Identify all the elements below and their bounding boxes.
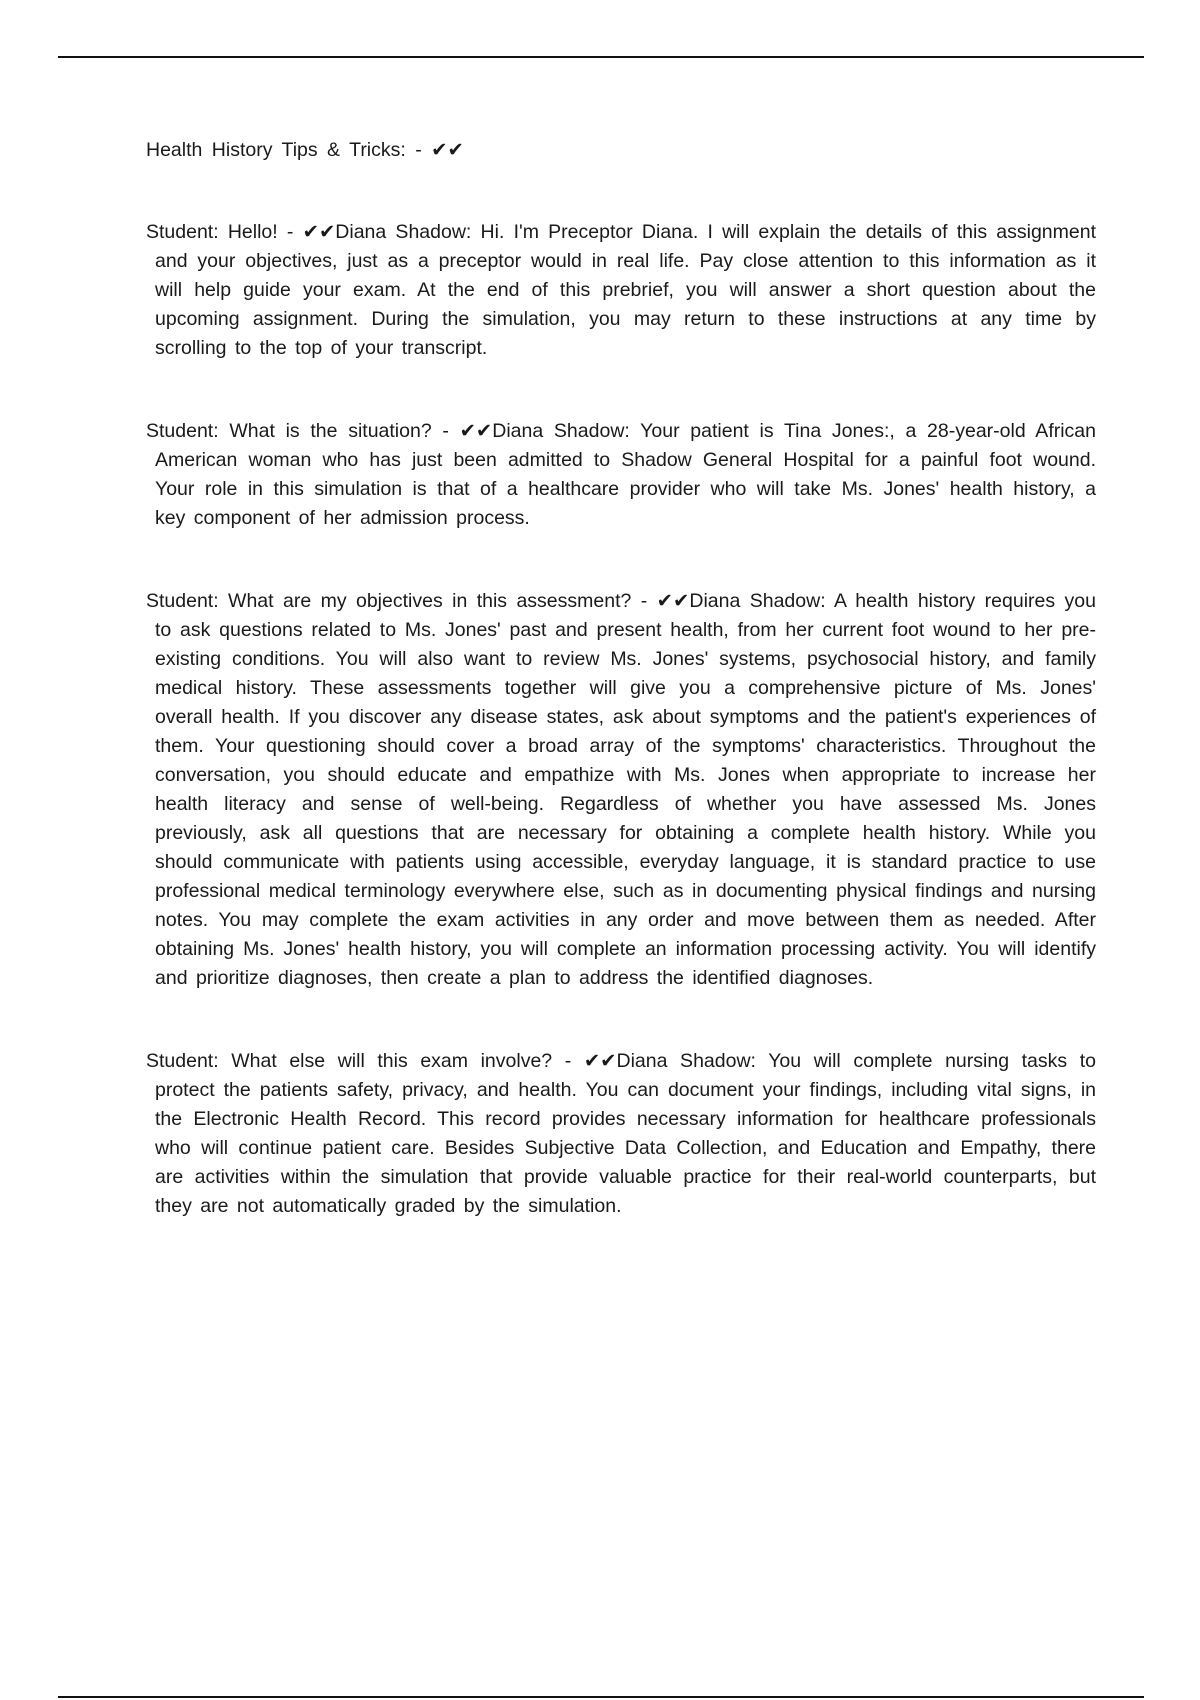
student-question: Student: What are my objectives in this assessment? - ✔✔	[146, 590, 690, 612]
footer-rule	[58, 1696, 1144, 1698]
qa-entry-exam-involvement	[146, 1047, 1096, 1221]
qa-entry-hello	[146, 218, 1096, 363]
preceptor-answer: Diana Shadow: Your patient is Tina Jones:, a 28-year-old African American woman who has just been admitted to Shadow General Hospital for a painful foot wound. Your role in this simulation is that of a healthcare provider who will take Ms. Jones' health history, a key component of her admission process.	[155, 420, 1097, 529]
preceptor-answer: Diana Shadow: You will complete nursing tasks to protect the patients safety, privacy, and health. You can document your findings, including vital signs, in the Electronic Health Record. This record provides necessary information for healthcare professionals who will continue patient care. Besides Subjective Data Collection, and Education and Empathy, there are activities within the simulation that provide valuable practice for their real-world counterparts, but they are not automatically graded by the simulation.	[155, 1050, 1097, 1217]
student-question: Student: Hello! - ✔✔	[146, 221, 336, 243]
preceptor-answer: Diana Shadow: Hi. I'm Preceptor Diana. I will explain the details of this assignment and your objectives, just as a preceptor would in real life. Pay close attention to this information as it will help guide your exam. At the end of this prebrief, you will answer a short question about the upcoming assignment. During the simulation, you may return to these instructions at any time by scrolling to the top of your transcript.	[155, 221, 1096, 359]
student-question: Student: What else will this exam involve? - ✔✔	[146, 1050, 617, 1072]
header-rule	[58, 56, 1144, 58]
preceptor-answer: Diana Shadow: A health history requires you to ask questions related to Ms. Jones' past and present health, from her current foot wound to her pre-existing conditions. You will also want to review Ms. Jones' systems, psychosocial history, and family medical history. These assessments together will give you a comprehensive picture of Ms. Jones' overall health. If you discover any disease states, ask about symptoms and the patient's experiences of them. Your questioning should cover a broad array of the symptoms' characteristics. Throughout the conversation, you should educate and empathize with Ms. Jones when appropriate to increase her health literacy and sense of well-being. Regardless of whether you have assessed Ms. Jones previously, ask all questions that are necessary for obtaining a complete health history. While you should communicate with patients using accessible, everyday language, it is standard practice to use professional medical terminology everywhere else, such as in documenting physical findings and nursing notes. You may complete the exam activities in any order and move between them as needed. After obtaining Ms. Jones' health history, you will complete an information processing activity. You will identify and prioritize diagnoses, then create a plan to address the identified diagnoses.	[155, 590, 1096, 989]
document-body	[146, 136, 1096, 1275]
student-question: Student: What is the situation? - ✔✔	[146, 420, 493, 442]
page-title: Health History Tips & Tricks: - ✔✔	[146, 139, 464, 161]
qa-entry-objectives	[146, 587, 1096, 993]
qa-entry-situation	[146, 417, 1096, 533]
